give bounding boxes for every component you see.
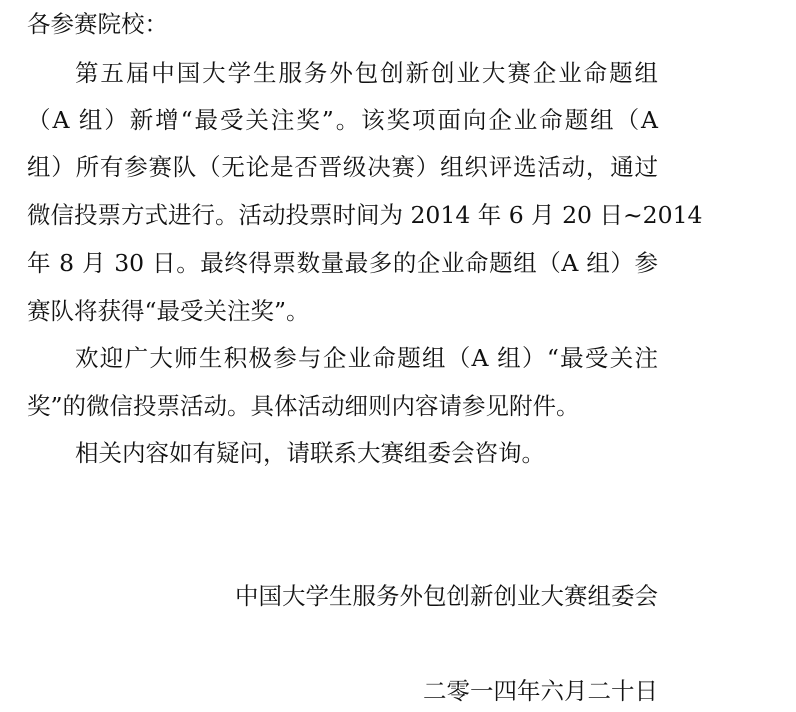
paragraph-1-line-6: 赛队将获得“最受关注奖”。 [27,297,310,325]
paragraph-2-line-2: 奖”的微信投票活动。具体活动细则内容请参见附件。 [27,392,580,420]
paragraph-1-line-2: （A 组）新增“最受关注奖”。该奖项面向企业命题组（A [27,106,658,134]
paragraph-1-line-5: 年 8 月 30 日。最终得票数量最多的企业命题组（A 组）参 [27,249,658,277]
paragraph-1-line-4: 微信投票方式进行。活动投票时间为 2014 年 6 月 20 日~2014 [27,201,703,229]
salutation: 各参赛院校： [27,10,168,38]
paragraph-1-line-3: 组）所有参赛队（无论是否晋级决赛）组织评选活动，通过 [27,153,658,181]
signature: 中国大学生服务外包创新创业大赛组委会 [235,582,658,610]
paragraph-2-line-1: 欢迎广大师生积极参与企业命题组（A 组）“最受关注 [75,344,658,372]
paragraph-3-line-1: 相关内容如有疑问，请联系大赛组委会咨询。 [75,439,545,467]
paragraph-1-line-1: 第五届中国大学生服务外包创新创业大赛企业命题组 [75,59,658,87]
date: 二零一四年六月二十日 [423,677,658,705]
